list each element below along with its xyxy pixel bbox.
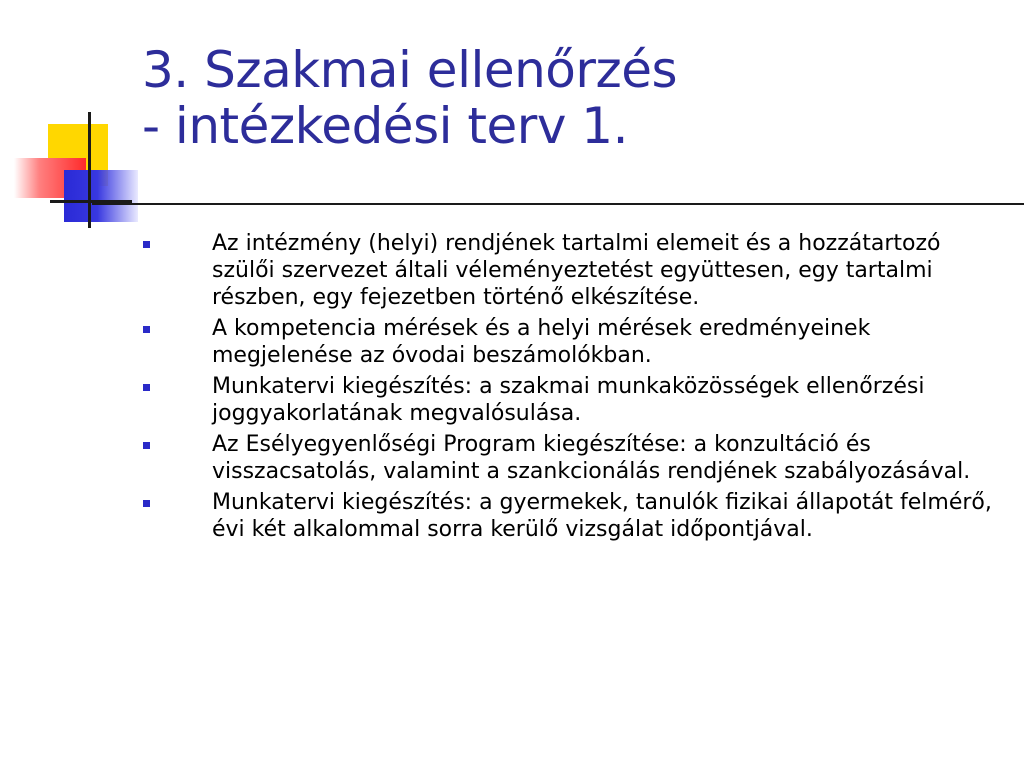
square-bullet-icon: [143, 442, 150, 449]
bullet-text: Munkatervi kiegészítés: a szakmai munkaközösségek ellenőrzési joggyakorlatának megvalósulása.: [212, 374, 925, 426]
square-bullet-icon: [143, 384, 150, 391]
bullet-item: [140, 431, 1000, 485]
square-bullet-icon: [143, 500, 150, 507]
square-bullet-icon: [143, 326, 150, 333]
title-line-1: 3. Szakmai ellenőrzés: [142, 41, 678, 99]
bullet-item: [140, 230, 1000, 311]
bullet-text: Az intézmény (helyi) rendjének tartalmi elemeit és a hozzátartozó szülői szervezet általi véleményeztetést együttesen, egy tartalmi részben, egy fejezetben történő elkészítése.: [212, 231, 941, 310]
blue-square-decoration: [64, 170, 138, 222]
bullet-text: Az Esélyegyenlőségi Program kiegészítése: a konzultáció és visszacsatolás, valamint a szankcionálás rendjének szabályozásával.: [212, 432, 971, 484]
bullet-item: [140, 373, 1000, 427]
title-line-2: - intézkedési terv 1.: [142, 97, 629, 155]
bullet-item: [140, 489, 1000, 543]
bullet-text: A kompetencia mérések és a helyi mérések eredményeinek megjelenése az óvodai beszámolókban.: [212, 316, 871, 368]
slide-title: [142, 42, 677, 154]
bullet-text: Munkatervi kiegészítés: a gyermekek, tanulók fizikai állapotát felmérő, évi két alkalommal sorra kerülő vizsgálat időpontjával.: [212, 490, 992, 542]
bullet-list: [140, 230, 1000, 547]
square-bullet-icon: [143, 241, 150, 248]
bullet-item: [140, 315, 1000, 369]
vertical-line-decoration: [88, 112, 91, 228]
title-divider: [92, 203, 1024, 205]
